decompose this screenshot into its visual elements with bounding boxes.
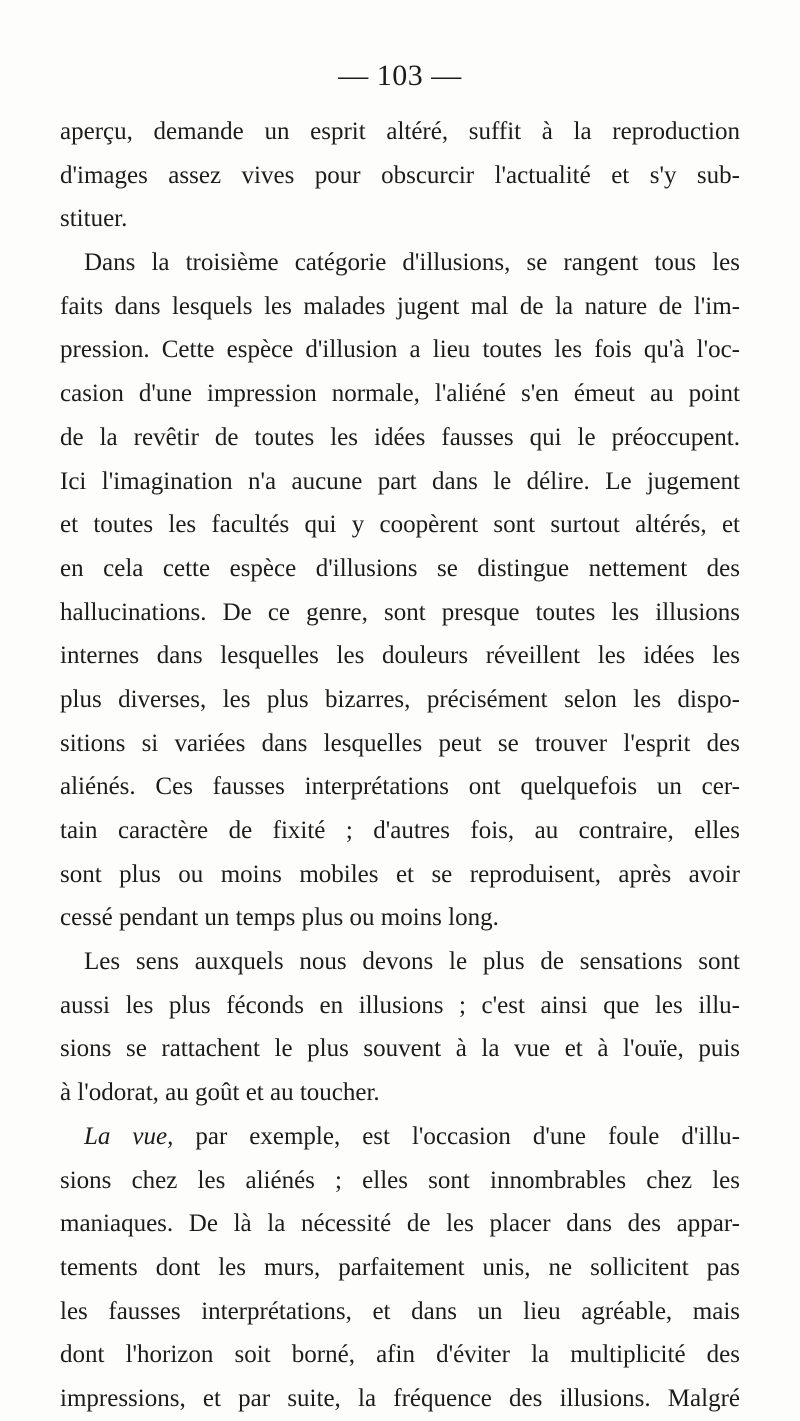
text-line: sitions si variées dans lesquelles peut se trouver l'esprit des xyxy=(60,729,740,757)
italic-lead-text: La vue, xyxy=(84,1122,174,1150)
text-line: dont l'horizon soit borné, afin d'éviter la multiplicité des xyxy=(60,1341,740,1369)
text-line: Les sens auxquels nous devons le plus de sensations sont xyxy=(84,948,740,976)
text-line: faits dans lesquels les malades jugent mal de la nature de l'im- xyxy=(60,292,740,320)
text-line: tain caractère de fixité ; d'autres fois, au contraire, elles xyxy=(60,817,740,844)
text-line: aperçu, demande un esprit altéré, suffit à la reproduction xyxy=(60,118,740,145)
text-line: internes dans lesquelles les douleurs réveillent les idées les xyxy=(60,642,740,670)
text-line: hallucinations. De ce genre, sont presque toutes les illusions xyxy=(60,598,740,626)
text-line: sions chez les aliénés ; elles sont innombrables chez les xyxy=(60,1166,740,1194)
text-line: maniaques. De là la nécessité de les placer dans des appar- xyxy=(60,1210,740,1238)
text-line: Dans la troisième catégorie d'illusions, se rangent tous les xyxy=(84,249,740,277)
text-line: d'images assez vives pour obscurcir l'actualité et s'y sub- xyxy=(60,161,740,189)
text-line: casion d'une impression normale, l'aliéné s'en émeut au point xyxy=(60,380,740,408)
text-line: et toutes les facultés qui y coopèrent sont surtout altérés, et xyxy=(60,511,740,539)
text-line: en cela cette espèce d'illusions se distingue nettement des xyxy=(60,554,740,582)
body-text xyxy=(60,110,740,1421)
text-line: cessé pendant un temps plus ou moins long. xyxy=(60,904,499,932)
line-text: par exemple, est l'occasion d'une foule d'illu- xyxy=(195,1122,740,1150)
text-line: sont plus ou moins mobiles et se reproduisent, après avoir xyxy=(60,860,740,888)
text-line: de la revêtir de toutes les idées fausses qui le préoccupent. xyxy=(60,423,740,451)
text-line: pression. Cette espèce d'illusion a lieu toutes les fois qu'à l'oc- xyxy=(60,336,740,364)
text-line: stituer. xyxy=(60,205,128,233)
text-line: aliénés. Ces fausses interprétations ont quelquefois un cer- xyxy=(60,773,740,801)
text-line xyxy=(60,1115,740,1159)
page-number: — 103 — xyxy=(338,59,462,92)
text-line: les fausses interprétations, et dans un lieu agréable, mais xyxy=(60,1297,740,1325)
text-line: tements dont les murs, parfaitement unis, ne sollicitent pas xyxy=(60,1253,740,1281)
text-line: Ici l'imagination n'a aucune part dans le délire. Le jugement xyxy=(60,467,740,495)
text-line: aussi les plus féconds en illusions ; c'est ainsi que les illu- xyxy=(60,991,740,1019)
text-line: impressions, et par suite, la fréquence des illusions. Malgré xyxy=(60,1384,740,1412)
text-line: à l'odorat, au goût et au toucher. xyxy=(60,1079,380,1107)
text-line: sions se rattachent le plus souvent à la vue et à l'ouïe, puis xyxy=(60,1035,740,1063)
text-line: plus diverses, les plus bizarres, précisément selon les dispo- xyxy=(60,685,740,713)
